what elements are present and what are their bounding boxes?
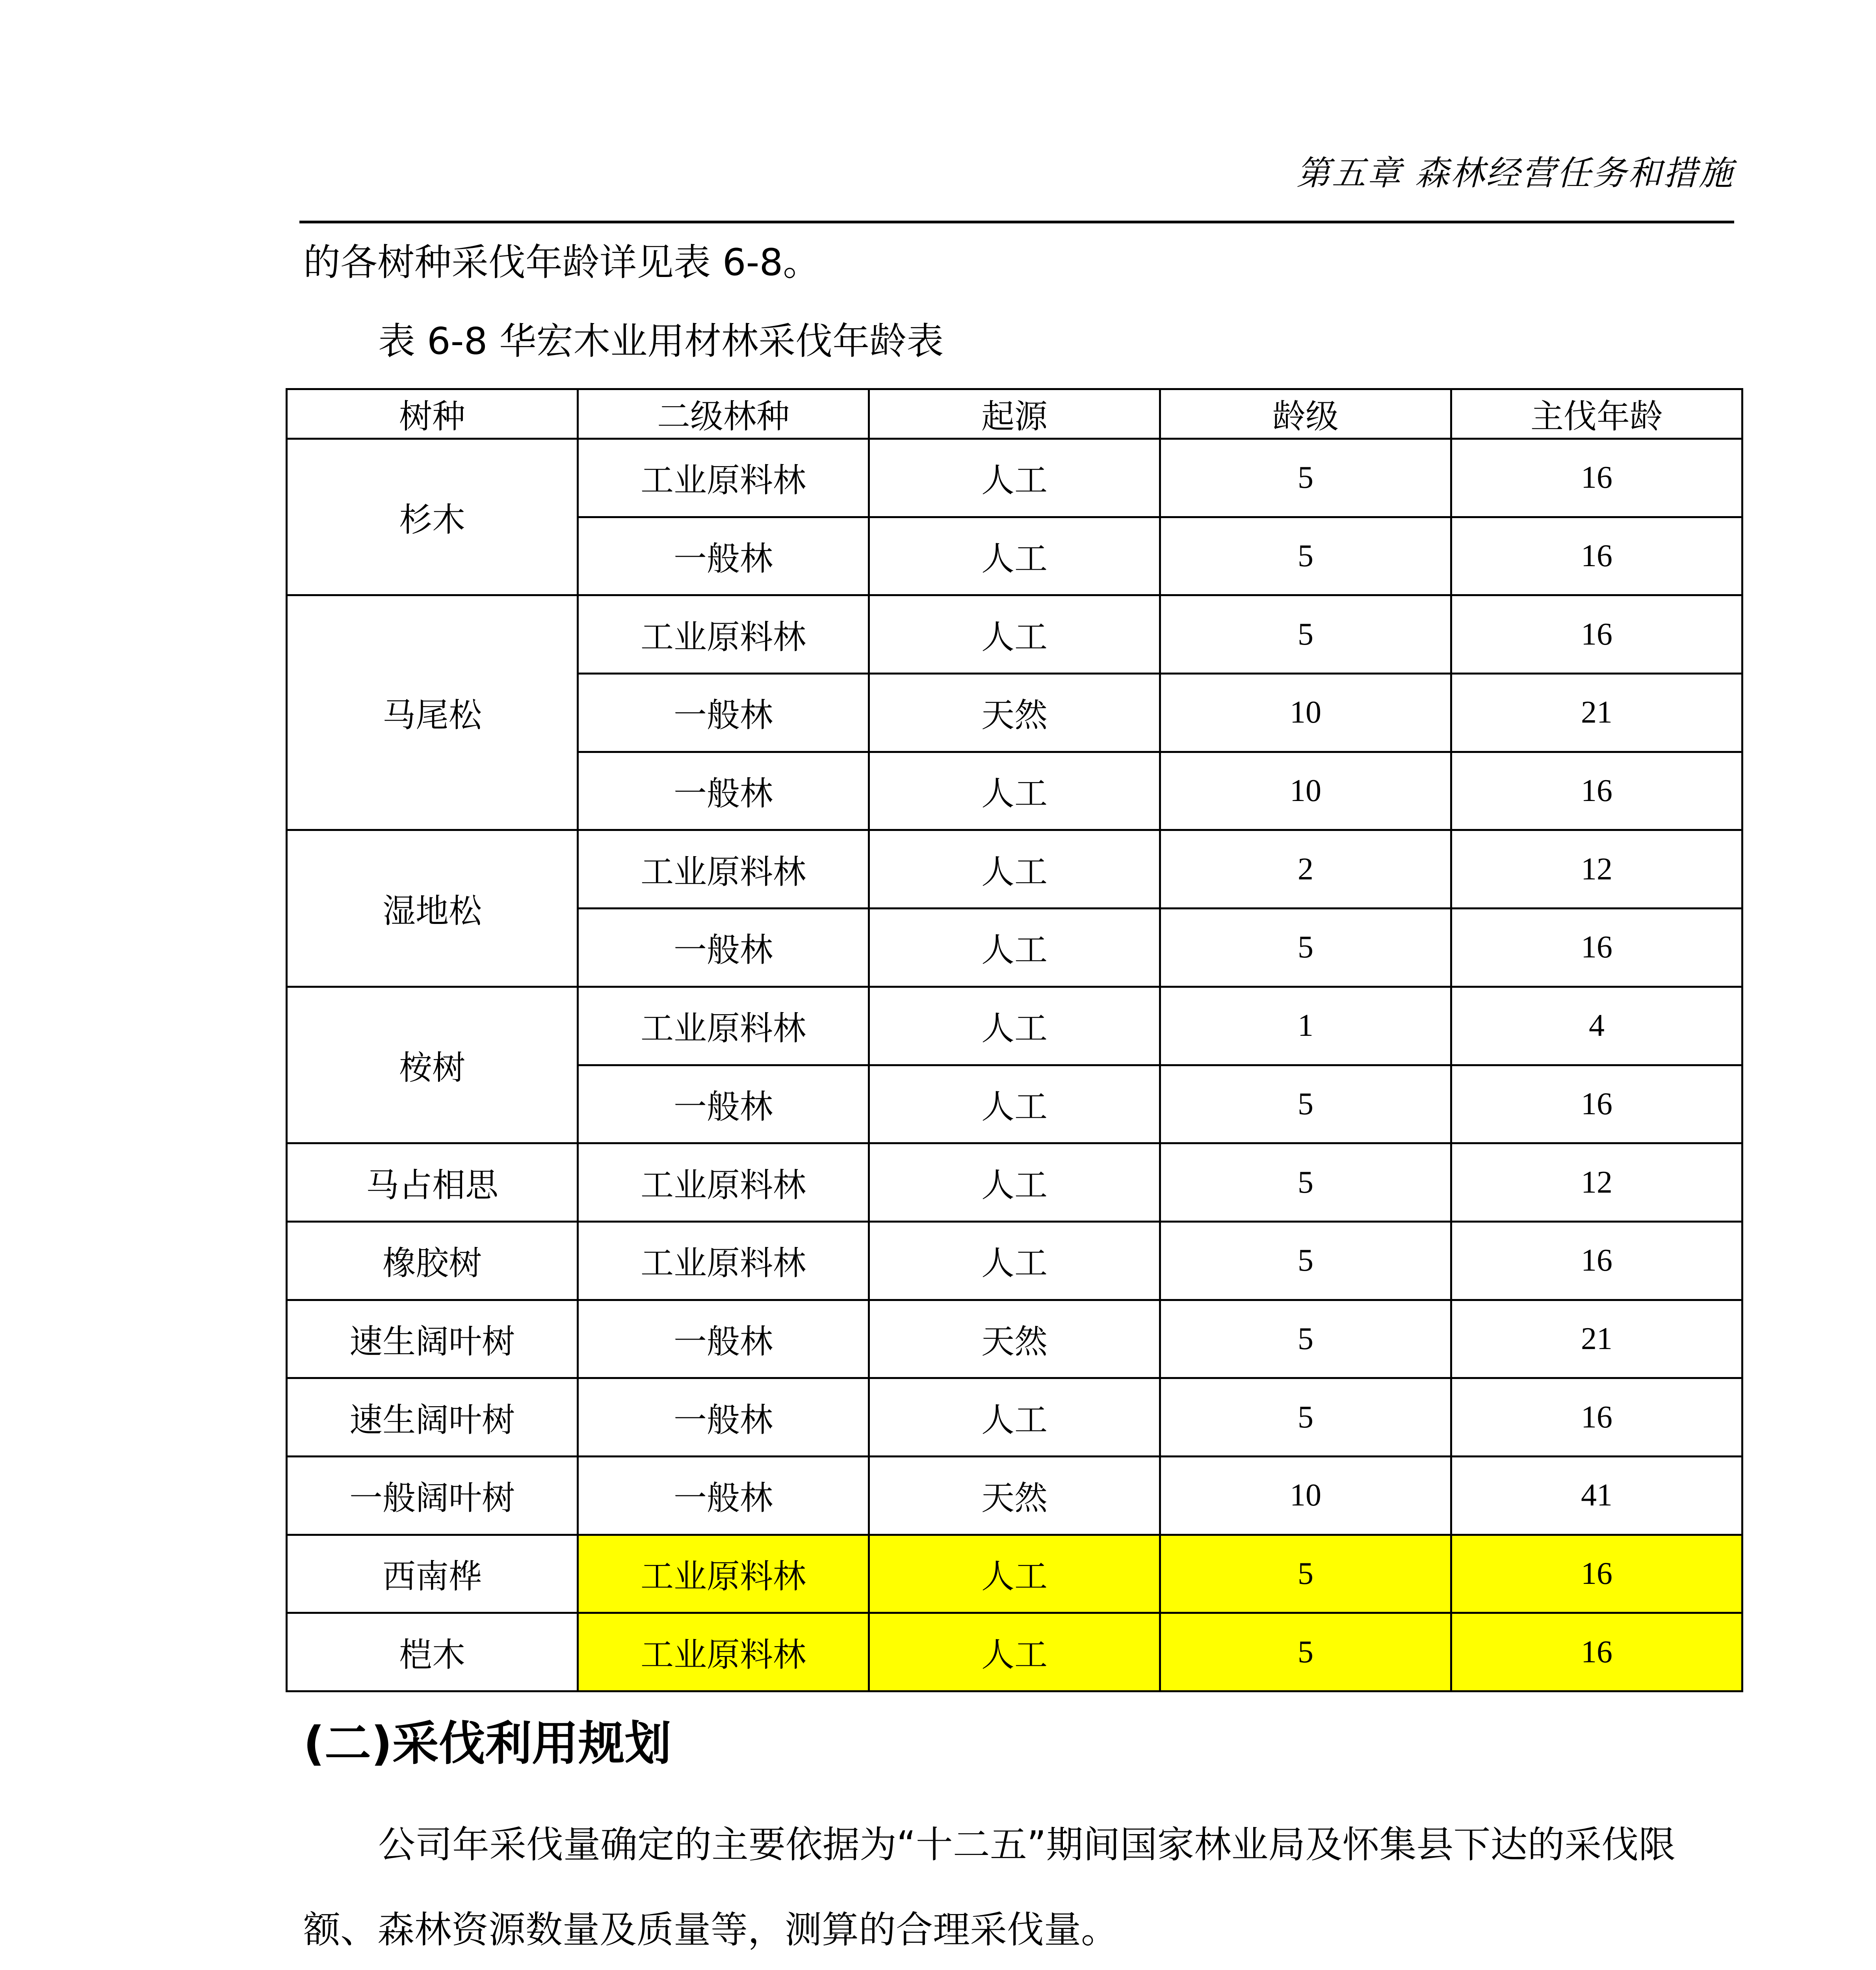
origin-cell: 人工: [869, 1143, 1160, 1222]
origin-cell: 人工: [869, 987, 1160, 1065]
forest-type-cell: 工业原料林: [578, 1613, 869, 1691]
origin-cell: 人工: [869, 595, 1160, 674]
table-row: [287, 1221, 1742, 1300]
harvest-age-cell: 4: [1451, 987, 1742, 1065]
species-cell: 速生阔叶树: [287, 1300, 578, 1378]
origin-cell: 人工: [869, 1065, 1160, 1143]
harvest-age-table: [286, 388, 1743, 1692]
header-harvest-age: 主伐年龄: [1451, 389, 1742, 439]
harvest-age-cell: 21: [1451, 1300, 1742, 1378]
forest-type-cell: 一般林: [578, 674, 869, 752]
origin-cell: 人工: [869, 1221, 1160, 1300]
age-class-cell: 2: [1160, 830, 1451, 909]
harvest-age-cell: 16: [1451, 439, 1742, 517]
table-row: [287, 1456, 1742, 1535]
header-age-class: 龄级: [1160, 389, 1451, 439]
age-class-cell: 5: [1160, 595, 1451, 674]
header-rule: [299, 221, 1734, 223]
section-paragraph: [303, 1803, 1733, 1970]
forest-type-cell: 一般林: [578, 1456, 869, 1535]
origin-cell: 人工: [869, 1378, 1160, 1457]
harvest-age-cell: 16: [1451, 1378, 1742, 1457]
harvest-age-cell: 12: [1451, 1143, 1742, 1222]
species-cell: 杉木: [287, 439, 578, 595]
species-cell: 湿地松: [287, 830, 578, 987]
harvest-age-cell: 16: [1451, 1613, 1742, 1691]
running-header: 第五章 森林经营任务和措施: [1296, 154, 1734, 193]
harvest-age-cell: 16: [1451, 1065, 1742, 1143]
harvest-age-cell: 12: [1451, 830, 1742, 909]
forest-type-cell: 工业原料林: [578, 830, 869, 909]
species-cell: 桤木: [287, 1613, 578, 1691]
header-origin: 起源: [869, 389, 1160, 439]
origin-cell: 人工: [869, 1535, 1160, 1613]
age-class-cell: 5: [1160, 1535, 1451, 1613]
harvest-age-cell: 16: [1451, 517, 1742, 595]
species-cell: 西南桦: [287, 1535, 578, 1613]
age-class-cell: 5: [1160, 1378, 1451, 1457]
table-row: [287, 1535, 1742, 1613]
origin-cell: 人工: [869, 909, 1160, 987]
forest-type-cell: 一般林: [578, 1065, 869, 1143]
forest-type-cell: 一般林: [578, 909, 869, 987]
age-class-cell: 1: [1160, 987, 1451, 1065]
forest-type-cell: 一般林: [578, 752, 869, 830]
table-row: [287, 1143, 1742, 1222]
table-row: [287, 987, 1742, 1065]
origin-cell: 人工: [869, 439, 1160, 517]
age-class-cell: 5: [1160, 439, 1451, 517]
harvest-age-cell: 16: [1451, 752, 1742, 830]
age-class-cell: 5: [1160, 517, 1451, 595]
age-class-cell: 5: [1160, 1613, 1451, 1691]
table-row: [287, 1300, 1742, 1378]
origin-cell: 人工: [869, 1613, 1160, 1691]
forest-type-cell: 工业原料林: [578, 595, 869, 674]
table-row: [287, 1378, 1742, 1457]
harvest-age-cell: 21: [1451, 674, 1742, 752]
origin-cell: 人工: [869, 517, 1160, 595]
species-cell: 橡胶树: [287, 1221, 578, 1300]
forest-type-cell: 工业原料林: [578, 1143, 869, 1222]
origin-cell: 天然: [869, 1456, 1160, 1535]
age-class-cell: 5: [1160, 909, 1451, 987]
species-cell: 一般阔叶树: [287, 1456, 578, 1535]
harvest-age-cell: 16: [1451, 1535, 1742, 1613]
forest-type-cell: 工业原料林: [578, 1221, 869, 1300]
age-class-cell: 5: [1160, 1065, 1451, 1143]
harvest-age-cell: 16: [1451, 1221, 1742, 1300]
forest-type-cell: 一般林: [578, 1300, 869, 1378]
table-body: [287, 439, 1742, 1691]
species-cell: 马占相思: [287, 1143, 578, 1222]
table-row: [287, 830, 1742, 909]
table-row: [287, 1613, 1742, 1691]
section-heading: (二)采伐利用规划: [303, 1716, 671, 1771]
origin-cell: 天然: [869, 674, 1160, 752]
harvest-age-cell: 16: [1451, 909, 1742, 987]
forest-type-cell: 一般林: [578, 517, 869, 595]
lead-text: 的各树种采伐年龄详见表 6-8。: [303, 241, 820, 284]
species-cell: 马尾松: [287, 595, 578, 830]
table-header-row: [287, 389, 1742, 439]
age-class-cell: 5: [1160, 1300, 1451, 1378]
harvest-age-cell: 41: [1451, 1456, 1742, 1535]
forest-type-cell: 工业原料林: [578, 1535, 869, 1613]
origin-cell: 天然: [869, 1300, 1160, 1378]
forest-type-cell: 工业原料林: [578, 987, 869, 1065]
species-cell: 速生阔叶树: [287, 1378, 578, 1457]
header-forest-type: 二级林种: [578, 389, 869, 439]
table-row: [287, 439, 1742, 517]
harvest-age-cell: 16: [1451, 595, 1742, 674]
origin-cell: 人工: [869, 752, 1160, 830]
age-class-cell: 5: [1160, 1221, 1451, 1300]
forest-type-cell: 一般林: [578, 1378, 869, 1457]
age-class-cell: 10: [1160, 1456, 1451, 1535]
age-class-cell: 5: [1160, 1143, 1451, 1222]
species-cell: 桉树: [287, 987, 578, 1143]
age-class-cell: 10: [1160, 752, 1451, 830]
table-caption: 表 6-8 华宏木业用材林采伐年龄表: [378, 320, 944, 363]
section-paragraph-text: 公司年采伐量确定的主要依据为“十二五”期间国家林业局及怀集县下达的采伐限额、森林资源数量及质量等，测算的合理采伐量。: [303, 1823, 1676, 1951]
table-row: [287, 595, 1742, 674]
forest-type-cell: 工业原料林: [578, 439, 869, 517]
origin-cell: 人工: [869, 830, 1160, 909]
header-species: 树种: [287, 389, 578, 439]
age-class-cell: 10: [1160, 674, 1451, 752]
